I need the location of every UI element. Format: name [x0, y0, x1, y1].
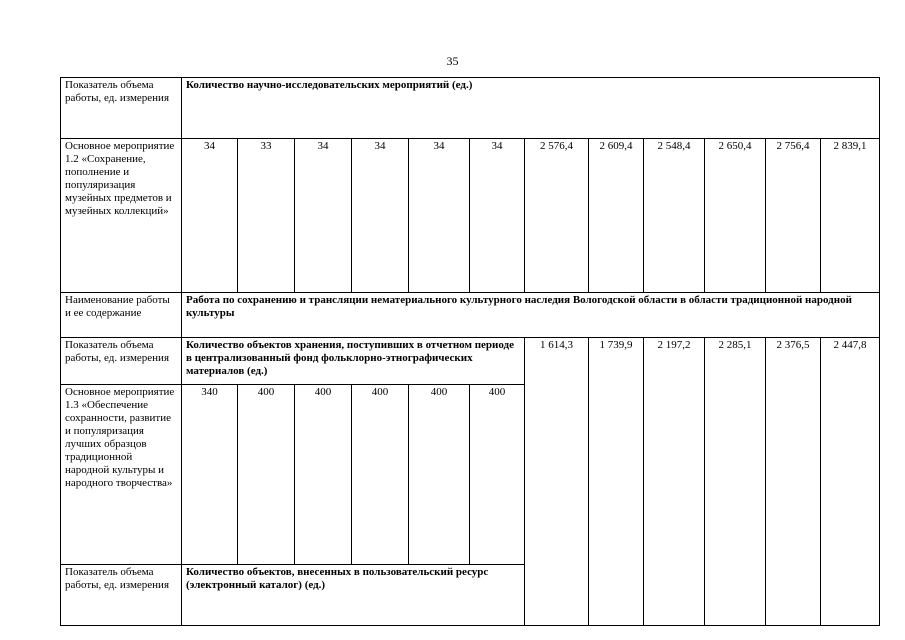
program-table [60, 77, 880, 626]
measure-1-2-count: 33 [238, 139, 295, 293]
measure-1-3-amount: 2 197,2 [644, 338, 705, 626]
measure-1-3-count: 400 [295, 385, 352, 565]
measure-1-3-amount: 2 285,1 [705, 338, 766, 626]
measure-1-2-label: Основное мероприятие 1.2 «Сохранение, пополнение и популяризация музейных предметов и музейных коллекций» [61, 139, 182, 293]
indicator-label-cell: Показатель объема работы, ед. измерения [61, 78, 182, 139]
measure-1-3-amount: 1 614,3 [525, 338, 589, 626]
measure-1-3-count: 400 [238, 385, 295, 565]
measure-1-3-amount: 2 447,8 [821, 338, 880, 626]
measure-1-2-amount: 2 650,4 [705, 139, 766, 293]
measure-1-3-label: Основное мероприятие 1.3 «Обеспечение сохранности, развитие и популяризация лучших образцов традиционной народной культуры и народного творчества» [61, 385, 182, 565]
measure-1-2-amount: 2 548,4 [644, 139, 705, 293]
measure-1-3-amount: 2 376,5 [766, 338, 821, 626]
measure-1-2-count: 34 [409, 139, 470, 293]
measure-1-3-count: 400 [470, 385, 525, 565]
measure-1-2-count: 34 [352, 139, 409, 293]
measure-1-3-count: 340 [182, 385, 238, 565]
research-events-title: Количество научно-исследовательских мероприятий (ед.) [182, 78, 880, 139]
table-row [61, 78, 880, 139]
table-row [61, 338, 880, 385]
measure-1-2-amount: 2 609,4 [589, 139, 644, 293]
page-number: 35 [446, 54, 459, 68]
work-name-title: Работа по сохранению и трансляции нематериального культурного наследия Вологодской области в области традиционной народной культуры [182, 293, 880, 338]
measure-1-2-count: 34 [470, 139, 525, 293]
measure-1-3-count: 400 [409, 385, 470, 565]
measure-1-2-amount: 2 576,4 [525, 139, 589, 293]
storage-objects-title: Количество объектов хранения, поступивших в отчетном периоде в централизованный фонд фольклорно-этнографических материалов (ед.) [182, 338, 525, 385]
user-resource-title: Количество объектов, внесенных в пользовательский ресурс (электронный каталог) (ед.) [182, 565, 525, 626]
indicator-label-cell: Показатель объема работы, ед. измерения [61, 565, 182, 626]
indicator-label-cell: Показатель объема работы, ед. измерения [61, 338, 182, 385]
measure-1-2-amount: 2 756,4 [766, 139, 821, 293]
table-row [61, 293, 880, 338]
measure-1-2-amount: 2 839,1 [821, 139, 880, 293]
measure-1-3-count: 400 [352, 385, 409, 565]
table-row [61, 139, 880, 293]
measure-1-3-amount: 1 739,9 [589, 338, 644, 626]
measure-1-2-count: 34 [182, 139, 238, 293]
measure-1-2-count: 34 [295, 139, 352, 293]
work-name-label: Наименование работы и ее содержание [61, 293, 182, 338]
